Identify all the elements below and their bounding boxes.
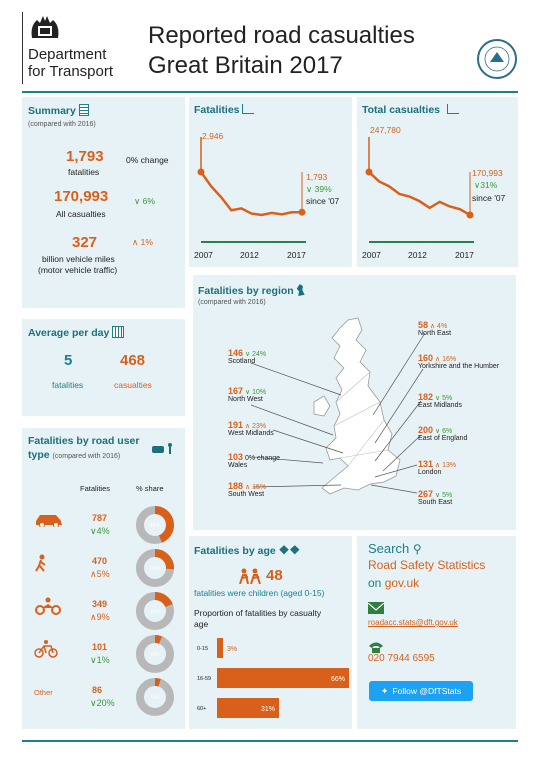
down-arrow-icon: ∨: [90, 655, 97, 665]
casualties-tick-1: 2012: [408, 250, 427, 260]
org-line1: Department: [28, 46, 107, 63]
region-change-text: 16%: [442, 356, 457, 363]
road-user-title: [28, 435, 139, 447]
region-change-text: 13%: [442, 462, 457, 469]
region-change: ∧ 23%: [244, 423, 267, 430]
average-casualties-value: 468: [120, 352, 146, 369]
page-title-line1: Reported road casualties: [148, 22, 415, 49]
header-rule: [22, 91, 518, 93]
region-change: ∨ 6%: [434, 428, 453, 435]
phone-icon: [368, 640, 384, 652]
up-arrow-icon: ∧: [132, 237, 139, 247]
region-label: [418, 392, 462, 409]
casualties-start-label: 247,780: [370, 125, 401, 135]
region-value: 103: [228, 452, 244, 462]
share-donut: [135, 677, 175, 717]
footer-rule: [22, 740, 518, 742]
road-user-change: [90, 569, 110, 580]
fatalities-tick-0: 2007: [194, 250, 213, 260]
summary-title-text: Summary: [28, 105, 76, 117]
pedestrian-icon: [34, 554, 48, 577]
average-fatalities-value: 5: [64, 352, 73, 369]
search-title: [368, 541, 422, 556]
region-change-text: 0% change: [244, 455, 281, 462]
region-label: [228, 420, 274, 437]
region-change-text: 10%: [252, 389, 267, 396]
fatalities-end-label: 1,793: [306, 172, 328, 182]
column-fatalities: Fatalities: [80, 484, 111, 493]
proportion-title: Proportion of fatalities by casualty: [194, 608, 322, 618]
casualties-change-text: 6%: [142, 196, 155, 206]
road-user-change-text: 4%: [96, 526, 110, 536]
email-link[interactable]: roadacc.stats@dft.gov.uk: [368, 618, 458, 627]
miles-change-text: 1%: [140, 237, 153, 247]
region-change: ∧ 16%: [434, 356, 457, 363]
region-change-text: 23%: [252, 423, 267, 430]
fatalities-chart-title-text: Fatalities: [194, 104, 240, 116]
region-change-text: 4%: [437, 323, 448, 330]
region-value: 58: [418, 320, 429, 330]
region-name: North East: [418, 330, 452, 337]
region-value: 131: [418, 459, 434, 469]
car-icon: [34, 511, 64, 532]
age-bar-label: 66%: [330, 676, 345, 683]
average-title-text: Average per day: [28, 327, 110, 339]
region-label: [228, 452, 280, 469]
summary-casualties-change: [134, 196, 155, 207]
region-name: North West: [228, 396, 263, 403]
region-name: Yorkshire and the Humber: [418, 363, 500, 370]
share-donut: [135, 548, 175, 588]
region-change-text: 15%: [252, 484, 267, 491]
region-value: 191: [228, 420, 244, 430]
fatalities-start-label: 2,946: [202, 131, 224, 141]
share-donut: [135, 505, 175, 545]
road-user-subtitle: (compared with 2016): [52, 453, 121, 460]
column-share: % share: [136, 484, 164, 493]
road-user-change-text: 20%: [96, 698, 115, 708]
page-title-line2: Great Britain 2017: [148, 52, 343, 79]
region-name: South East: [418, 499, 453, 506]
twitter-follow-button[interactable]: [369, 681, 473, 701]
region-change: ∧ 15%: [244, 484, 267, 491]
region-change-text: 24%: [252, 351, 267, 358]
donut-label: 44%: [149, 523, 161, 529]
region-value: 182: [418, 392, 434, 402]
age-bar-label: 3%: [227, 646, 238, 653]
region-change: ∨ 5%: [434, 492, 453, 499]
motorcycle-icon: [34, 597, 62, 620]
summary-casualties-value: 170,993: [54, 188, 109, 205]
region-change: ∨ 5%: [434, 395, 453, 402]
share-donut: [135, 634, 175, 674]
children-label: fatalities were children (aged 0-15): [194, 588, 325, 598]
region-change: [245, 455, 280, 462]
people-icon: ❖❖: [278, 543, 301, 557]
age-title-text: Fatalities by age: [194, 545, 276, 557]
other-label: Other: [34, 688, 53, 697]
search-title-text: Search: [368, 541, 410, 556]
donut-label: 6%: [151, 652, 159, 658]
up-arrow-icon: ∧: [90, 612, 97, 622]
road-user-value: 470: [92, 556, 108, 566]
road-user-title2: [28, 449, 120, 461]
fatalities-line-chart: [189, 97, 352, 267]
children-icon: [238, 568, 264, 584]
search-icon: ⚲: [412, 542, 422, 556]
average-title: [28, 326, 124, 339]
region-value: 200: [418, 425, 434, 435]
average-fatalities-label: fatalities: [52, 380, 84, 390]
region-label: [418, 459, 456, 476]
casualties-chart-title-text: Total casualties: [362, 104, 441, 116]
document-icon: [79, 104, 89, 116]
road-user-change: [90, 526, 110, 537]
summary-subtitle: (compared with 2016): [28, 121, 96, 128]
endpoint-dot: [198, 169, 205, 176]
endpoint-dot: [299, 209, 306, 216]
down-arrow-icon: ∨: [474, 180, 481, 190]
region-value: 188: [228, 481, 244, 491]
fatalities-change-text: 39%: [314, 184, 332, 194]
casualties-since: since '07: [472, 193, 506, 203]
region-label: [418, 320, 451, 337]
twitter-icon: ✦: [380, 685, 389, 696]
region-value: 167: [228, 386, 244, 396]
age-bar: [217, 668, 349, 688]
summary-fatalities-label: fatalities: [68, 167, 100, 177]
donut-label: 5%: [151, 695, 159, 701]
calendar-icon: [112, 326, 124, 338]
search-line2: [368, 576, 419, 590]
age-category-label: 0-15: [197, 646, 209, 652]
children-value: 48: [266, 567, 283, 584]
email-icon: [368, 602, 384, 614]
endpoint-dot: [467, 212, 474, 219]
down-arrow-icon: ∨: [90, 698, 97, 708]
region-value: 267: [418, 489, 434, 499]
road-user-change-text: 1%: [96, 655, 110, 665]
region-subtitle: (compared with 2016): [198, 299, 266, 306]
donut-label: 26%: [149, 566, 161, 572]
share-donut: [135, 591, 175, 631]
traffic-icon: [152, 442, 176, 456]
bicycle-icon: [34, 640, 58, 663]
region-title-text: Fatalities by region: [198, 285, 294, 297]
fatalities-since: since '07: [306, 196, 340, 206]
age-bar-chart: [189, 630, 352, 725]
region-label: [228, 481, 266, 498]
region-value: 146: [228, 348, 244, 358]
road-user-title-text: Fatalities by road user: [28, 435, 140, 447]
search-line1[interactable]: Road Safety Statistics: [368, 558, 486, 572]
region-name: South West: [228, 491, 265, 498]
casualties-tick-0: 2007: [362, 250, 381, 260]
region-name: Scotland: [228, 358, 256, 365]
region-label: [228, 386, 266, 403]
summary-fatalities-change: 0% change: [126, 155, 169, 165]
road-user-value: 349: [92, 599, 108, 609]
region-change: ∨ 24%: [244, 351, 267, 358]
road-user-change: [90, 698, 115, 709]
region-label: [418, 425, 467, 442]
phone-number: 020 7944 6595: [368, 653, 435, 664]
age-title: [194, 543, 300, 557]
fatalities-tick-1: 2012: [240, 250, 259, 260]
region-change-text: 5%: [442, 492, 453, 499]
age-bar-label: 31%: [260, 706, 275, 713]
series-line: [369, 172, 470, 215]
region-name: London: [418, 469, 442, 476]
down-arrow-icon: ∨: [134, 196, 141, 206]
age-category-label: 60+: [197, 706, 207, 712]
twitter-label: Follow @DfTStats: [392, 686, 462, 696]
road-user-change: [90, 612, 110, 623]
gov-uk-link[interactable]: gov.uk: [384, 576, 420, 590]
summary-miles-value: 327: [72, 234, 98, 251]
endpoint-dot: [366, 169, 373, 176]
region-change-text: 5%: [442, 395, 453, 402]
down-arrow-icon: ∨: [306, 184, 313, 194]
road-user-value: 101: [92, 642, 108, 652]
summary-casualties-label: All casualties: [56, 209, 106, 219]
down-arrow-icon: ∨: [90, 526, 97, 536]
series-line: [201, 172, 302, 215]
region-name: West Midlands: [228, 430, 274, 437]
region-change: ∨ 10%: [244, 389, 267, 396]
up-arrow-icon: ∧: [90, 569, 97, 579]
region-label: [228, 348, 266, 365]
region-name: East of England: [418, 435, 468, 442]
casualties-end-label: 170,993: [472, 168, 503, 178]
road-user-change: [90, 655, 110, 666]
summary-miles-label1: billion vehicle miles: [42, 254, 115, 264]
fatalities-tick-2: 2017: [287, 250, 306, 260]
average-casualties-label: casualties: [114, 380, 152, 390]
casualties-change: [474, 180, 497, 191]
donut-label: 19%: [149, 609, 161, 615]
region-value: 160: [418, 353, 434, 363]
region-change-text: 6%: [442, 428, 453, 435]
road-user-value: 787: [92, 513, 108, 523]
org-line2: for Transport: [28, 63, 114, 80]
road-user-change-text: 5%: [96, 569, 110, 579]
proportion-title2: age: [194, 619, 209, 629]
road-user-change-text: 9%: [96, 612, 110, 622]
road-user-value: 86: [92, 685, 103, 695]
fatalities-change: [306, 184, 332, 195]
casualties-tick-2: 2017: [455, 250, 474, 260]
summary-miles-label2: (motor vehicle traffic): [38, 265, 118, 275]
region-change: ∧ 4%: [429, 323, 448, 330]
summary-miles-change: [132, 237, 153, 248]
region-label: [418, 353, 499, 370]
casualties-change-text: 31%: [480, 180, 498, 190]
road-user-title2-text: type: [28, 449, 50, 461]
header-divider: [22, 12, 23, 84]
age-category-label: 16-59: [197, 676, 212, 682]
summary-fatalities-value: 1,793: [66, 148, 104, 165]
region-change: ∧ 13%: [434, 462, 457, 469]
search-prefix: on: [368, 576, 385, 590]
region-name: East Midlands: [418, 402, 462, 409]
region-label: [418, 489, 452, 506]
age-bar: [217, 638, 223, 658]
region-name: Wales: [228, 462, 248, 469]
summary-title: [28, 104, 89, 117]
national-statistics-badge: [476, 38, 518, 80]
crest-logo: [28, 12, 62, 42]
